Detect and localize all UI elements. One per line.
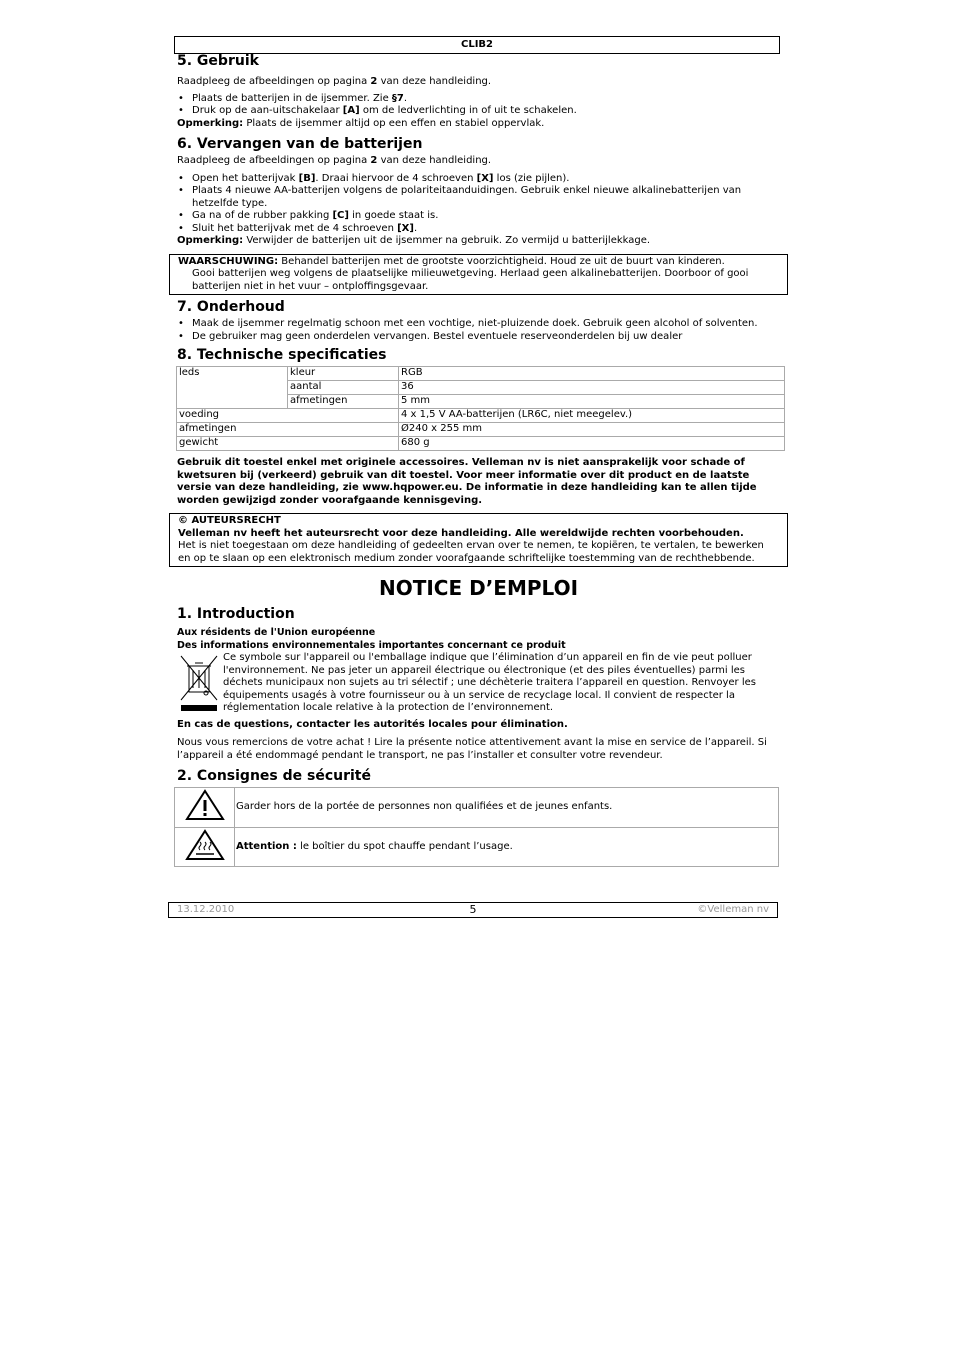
table-cell: afmetingen [288, 395, 399, 409]
bullet-list [177, 318, 780, 343]
table-row [177, 367, 785, 381]
safety-table [174, 787, 779, 867]
bullet-list [177, 173, 780, 236]
disclaimer: Gebruik dit toestel enkel met originele accessoires. Velleman nv is niet aansprakelijk voor schade of kwetsuren bij (verkeerd) gebruik van dit toestel. Voor meer informatie over dit product en de laatste versie van deze handleiding, zie www.hqpower.eu. De informatie in deze handleiding kan te allen tijde worden gewijzigd zonder voorafgaande kennisgeving. [177, 457, 757, 506]
table-row [175, 827, 779, 867]
table-cell: aantal [288, 381, 399, 395]
table-cell: leds [177, 367, 288, 409]
list-item: • Plaats de batterijen in de ijsemmer. Zie §7. [192, 93, 780, 106]
eu-line-1: Aux résidents de l'Union européenne [177, 627, 376, 638]
paragraph: Raadpleeg de afbeeldingen op pagina 2 van deze handleiding. [177, 155, 492, 166]
table-row [177, 409, 785, 423]
table-cell: 5 mm [399, 395, 785, 409]
weee-block [177, 652, 780, 719]
warning-box [169, 254, 788, 296]
copyright-bold: Velleman nv heeft het auteursrecht voor deze handleiding. Alle wereldwijde rechten voorbehouden. [178, 527, 744, 539]
french-title: NOTICE D’EMPLOI [378, 576, 579, 600]
table-cell: kleur [288, 367, 399, 381]
safety-text: Garder hors de la portée de personnes non qualifiées et de jeunes enfants. [235, 788, 779, 828]
footer-date: 13.12.2010 [177, 904, 235, 915]
list-item: • Druk op de aan-uitschakelaar [A] om de ledverlichting in of uit te schakelen. [192, 105, 780, 118]
heading-onderhoud: 7. Onderhoud [177, 299, 285, 315]
warning-line: WAARSCHUWING: Behandel batterijen met de grootste voorzichtigheid. Houd ze uit de buurt van kinderen. [178, 255, 725, 267]
page-footer [168, 902, 778, 918]
paragraph: Raadpleeg de afbeeldingen op pagina 2 van deze handleiding. [177, 76, 492, 87]
note: Opmerking: Plaats de ijsemmer altijd op een effen en stabiel oppervlak. [177, 117, 545, 129]
contact-line: En cas de questions, contacter les autorités locales pour élimination. [177, 718, 568, 730]
weee-text: Ce symbole sur l'appareil ou l'emballage indique que l’élimination d’un appareil en fin de vie peut polluer l'environnement. Ne pas jeter un appareil électrique ou électronique (et des piles éventuelles) parmi les déchets municipaux non sujets au tri sélectif ; une déchèterie traitera l’appareil en question. Renvoyer les équipements usagés à votre fournisseur ou à un service de recyclage local. Il convient de respecter la réglementation locale relative à la protection de l’environnement. [223, 652, 756, 713]
table-row [175, 788, 779, 828]
page-content [177, 53, 780, 867]
copyright-title: © AUTEURSRECHT [178, 515, 281, 526]
table-cell: 36 [399, 381, 785, 395]
heading-vervangen: 6. Vervangen van de batterijen [177, 136, 423, 152]
table-cell: gewicht [177, 437, 399, 451]
page-header: CLIB2 [174, 36, 780, 54]
heading-introduction: 1. Introduction [177, 606, 295, 622]
list-item: • Maak de ijsemmer regelmatig schoon met een vochtige, niet-pluizende doek. Gebruik geen alcohol of solventen. [192, 318, 780, 331]
spec-table [176, 366, 785, 451]
list-item: • Sluit het batterijvak met de 4 schroeven [X]. [192, 223, 780, 236]
page-number: 5 [469, 903, 477, 916]
list-item: • Open het batterijvak [B]. Draai hiervoor de 4 schroeven [X] los (zie pijlen). [192, 173, 780, 186]
table-cell: Ø240 x 255 mm [399, 423, 785, 437]
eu-line-2: Des informations environnementales importantes concernant ce produit [177, 639, 566, 651]
copyright-box [169, 513, 788, 567]
table-cell: voeding [177, 409, 399, 423]
heading-specificaties: 8. Technische specificaties [177, 347, 387, 363]
warning-triangle-icon [175, 788, 235, 828]
safety-text: Attention : le boîtier du spot chauffe pendant l’usage. [235, 827, 779, 867]
table-row [177, 437, 785, 451]
copyright-text: Het is niet toegestaan om deze handleiding of gedeelten ervan over te nemen, te kopiëren, te vertalen, te bewerken en op te slaan op een elektronisch medium zonder voorafgaande schriftelijke toestemming van de rechthebbende. [178, 540, 764, 564]
bullet-list [177, 93, 780, 118]
list-item: • Plaats 4 nieuwe AA-batterijen volgens de polariteitaanduidingen. Gebruik enkel nieuwe alkalinebatterijen van hetzelfde type. [192, 185, 780, 210]
list-item: • De gebruiker mag geen onderdelen vervangen. Bestel eventuele reserveonderdelen bij uw dealer [192, 331, 780, 344]
hot-surface-icon [175, 827, 235, 867]
table-cell: 4 x 1,5 V AA-batterijen (LR6C, niet meegelev.) [399, 409, 785, 423]
thanks-paragraph: Nous vous remercions de votre achat ! Lire la présente notice attentivement avant la mise en service de l’appareil. Si l’appareil a été endommagé pendant le transport, ne pas l’installer et consulter votre revendeur. [177, 737, 767, 761]
table-cell: afmetingen [177, 423, 399, 437]
table-row [177, 423, 785, 437]
list-item: • Ga na of de rubber pakking [C] in goede staat is. [192, 210, 780, 223]
note: Opmerking: Verwijder de batterijen uit de ijsemmer na gebruik. Zo vermijd u batterijlekkage. [177, 235, 651, 246]
heading-gebruik: 5. Gebruik [177, 53, 259, 69]
heading-consignes: 2. Consignes de sécurité [177, 768, 371, 784]
table-cell: RGB [399, 367, 785, 381]
footer-copyright: ©Velleman nv [697, 904, 769, 915]
crossed-out-bin-icon [177, 652, 223, 719]
warning-rest: Gooi batterijen weg volgens de plaatselijke milieuwetgeving. Herlaad geen alkalinebatterijen. Doorboor of gooi batterijen niet in het vuur – ontploffingsgevaar. [192, 268, 749, 292]
table-cell: 680 g [399, 437, 785, 451]
